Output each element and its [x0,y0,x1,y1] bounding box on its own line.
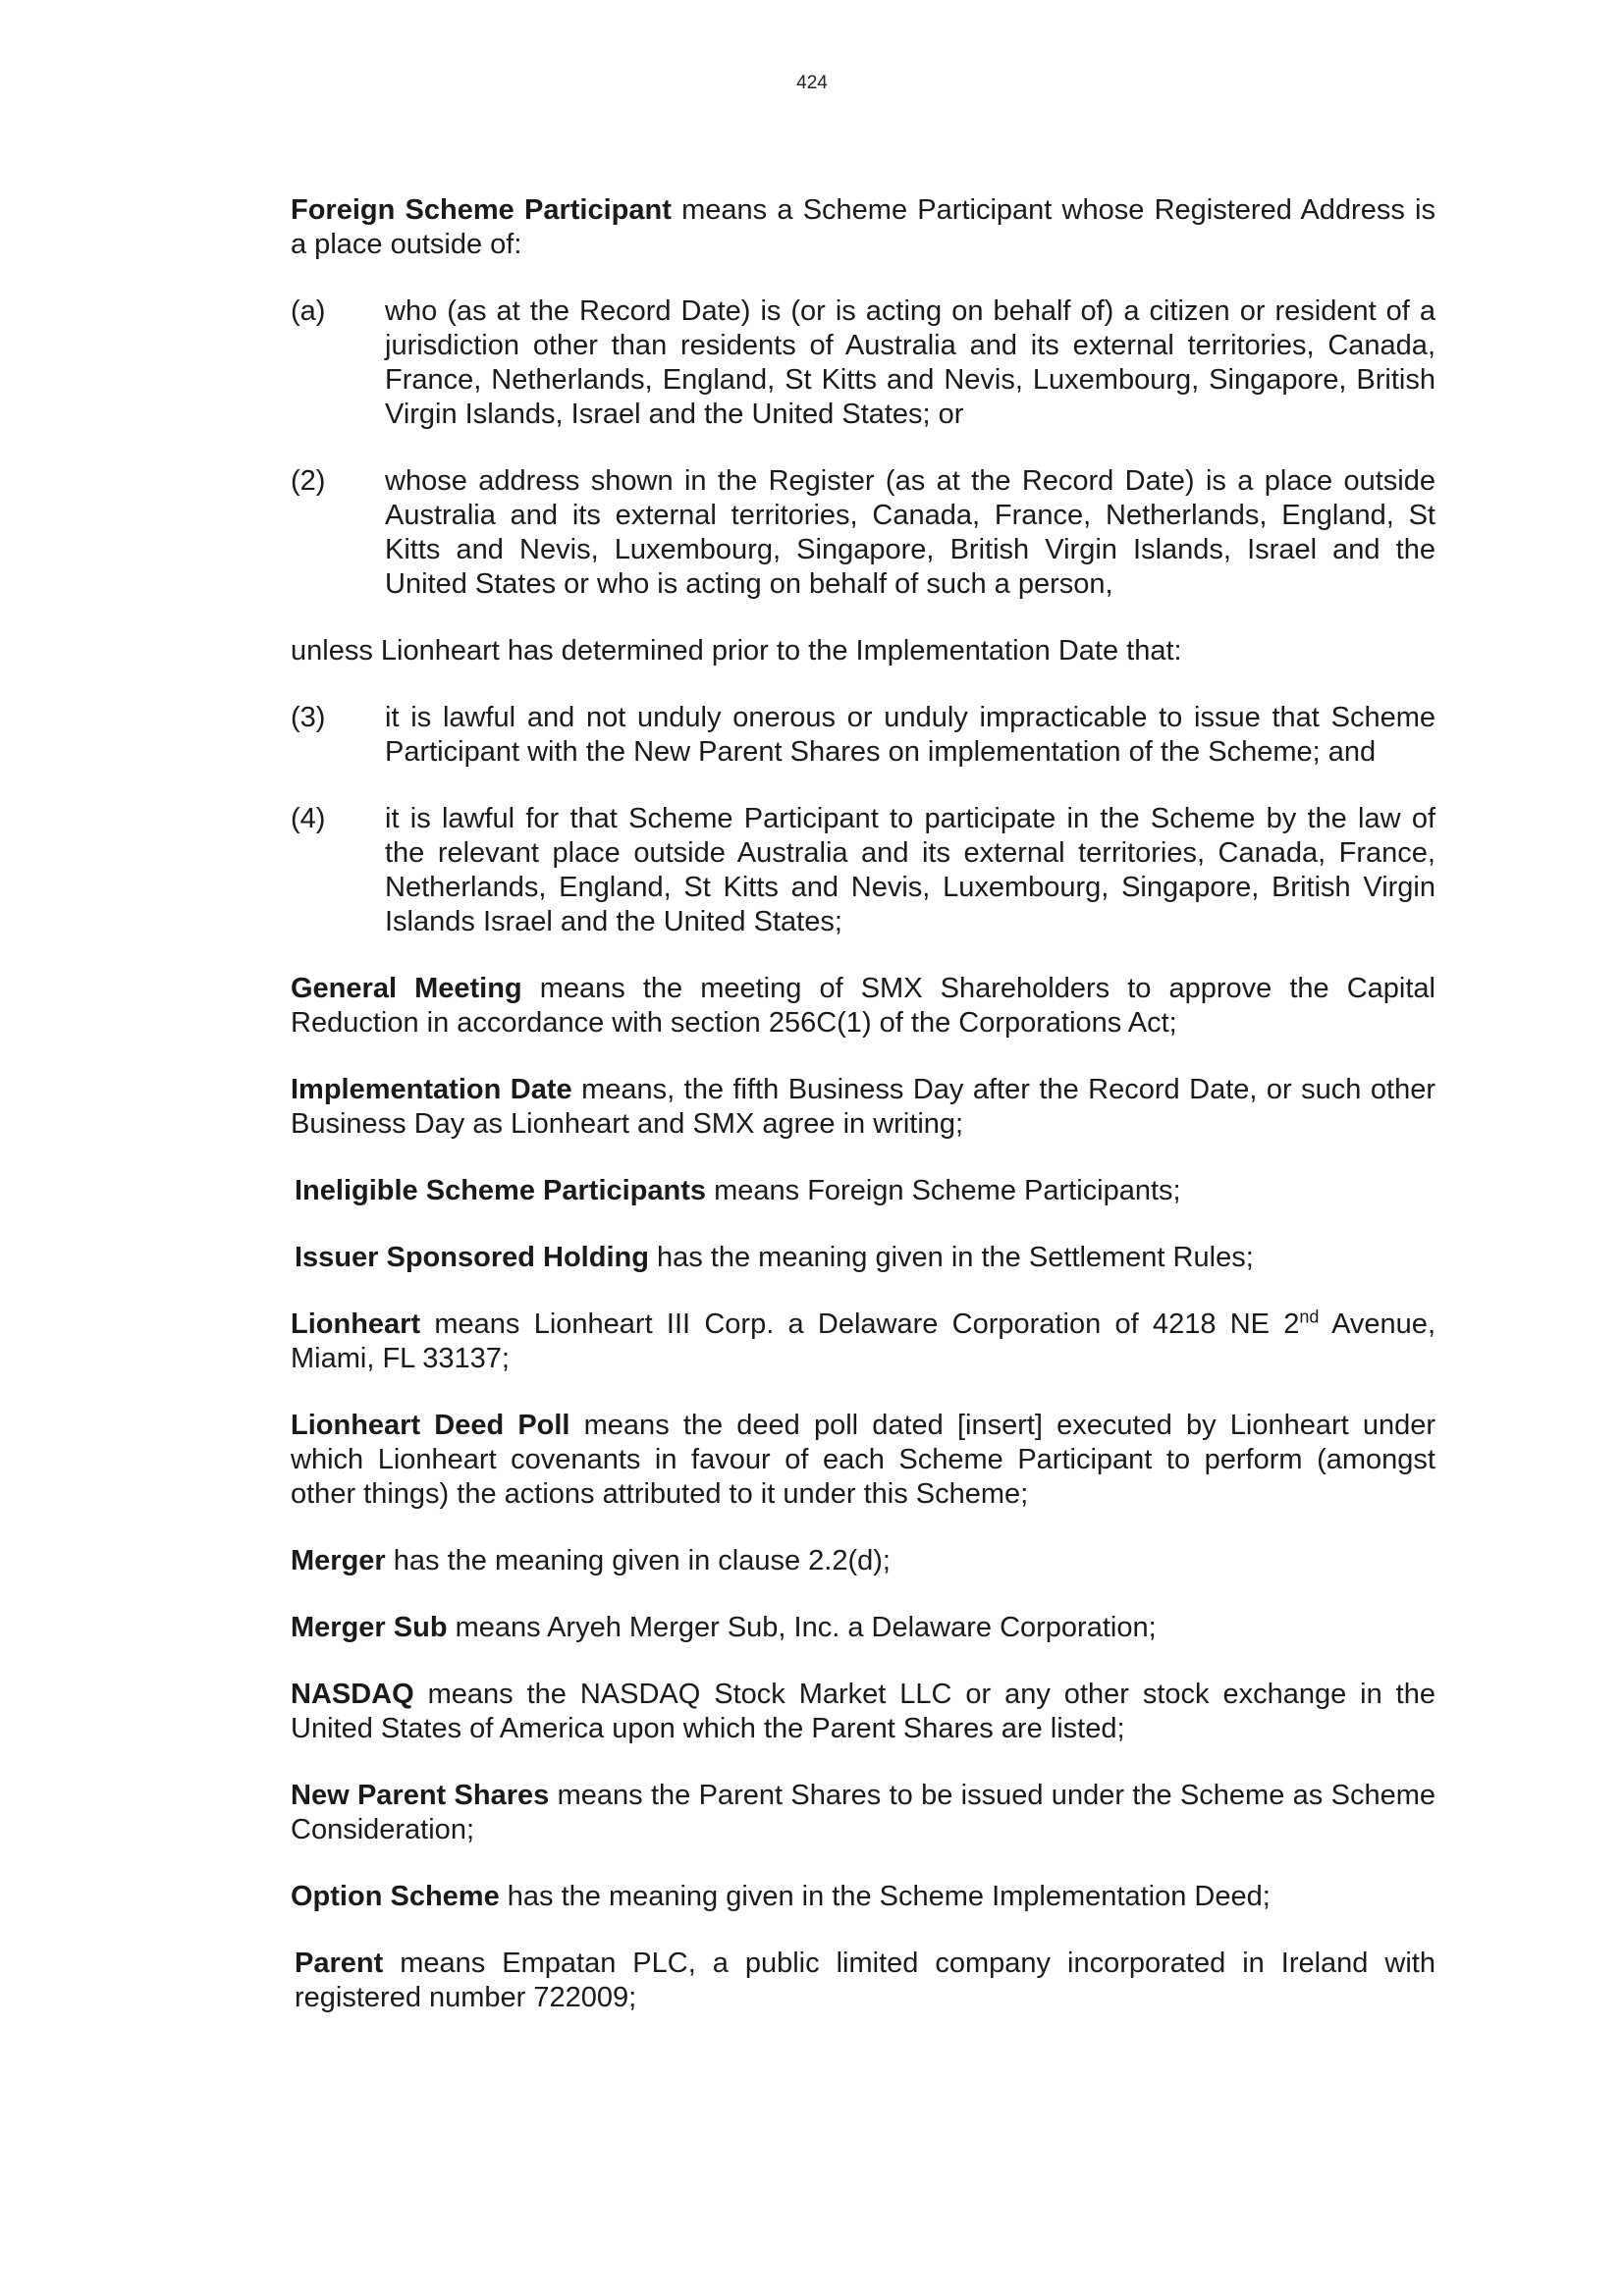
definition-term: General Meeting [291,973,522,1004]
definition-issuer-sponsored-holding [291,1241,1435,1275]
definition-text: means the NASDAQ Stock Market LLC or any other stock exchange in the United States of America upon which the Parent Shares are listed; [291,1679,1435,1744]
definition-text: means Lionheart III Corp. a Delaware Corporation of 4218 NE 2 [420,1308,1300,1340]
list-item-text: it is lawful and not unduly onerous or unduly impracticable to issue that Scheme Participant with the New Parent Shares on implementation of the Scheme; and [385,702,1435,768]
definition-merger [291,1544,1435,1578]
definition-text: means Foreign Scheme Participants; [706,1175,1181,1206]
definition-term: New Parent Shares [291,1780,550,1811]
definition-term: Implementation Date [291,1074,572,1105]
definition-text-continued: Avenue, Miami, FL 33137; [291,1308,1435,1374]
definition-text: has the meaning given in the Scheme Implementation Deed; [499,1881,1271,1912]
definition-nasdaq [291,1678,1435,1746]
definition-merger-sub [291,1611,1435,1645]
definition-text: has the meaning given in clause 2.2(d); [385,1545,891,1576]
list-item [291,464,1435,602]
definition-text: means a Scheme Participant whose Registered Address is a place outside of: [291,194,1436,260]
definition-term: Lionheart Deed Poll [291,1410,570,1441]
definition-text: means, the fifth Business Day after the Record Date, or such other Business Day as Lionheart and SMX agree in writing; [291,1074,1435,1140]
definition-term: Ineligible Scheme Participants [295,1175,707,1206]
list-item [291,294,1435,432]
definition-ineligible-scheme-participants [291,1174,1435,1208]
list-item-text: who (as at the Record Date) is (or is acting on behalf of) a citizen or resident of a jurisdiction other than residents of Australia and its external territories, Canada, France, Netherlands, England, St Kitts and Nevis, Luxembourg, Singapore, British Virgin Islands, Israel and the United States; or [385,295,1435,430]
definition-text: means Empatan PLC, a public limited company incorporated in Ireland with registered number 722009; [295,1948,1435,2013]
page-number: 424 [796,73,828,93]
definition-term: NASDAQ [291,1679,414,1710]
definition-text: means the meeting of SMX Shareholders to approve the Capital Reduction in accordance with section 256C(1) of the Corporations Act; [291,973,1435,1039]
definition-term: Foreign Scheme Participant [291,194,672,226]
definition-term: Merger [291,1545,386,1576]
definition-text: means Aryeh Merger Sub, Inc. a Delaware Corporation; [447,1612,1157,1643]
definition-foreign-scheme-participant [291,193,1435,262]
definition-term: Issuer Sponsored Holding [295,1242,649,1273]
document-body [291,193,1435,2048]
list-item-text: whose address shown in the Register (as at the Record Date) is a place outside Australia and its external territories, Canada, France, Netherlands, England, St Kitts and Nevis, Luxembourg, Singapore, British Virgin Islands, Israel and the United States or who is acting on behalf of such a person, [385,465,1435,600]
definition-text: means the Parent Shares to be issued under the Scheme as Scheme Consideration; [291,1780,1435,1845]
definition-term: Option Scheme [291,1881,500,1912]
list-item-label: (4) [291,803,326,834]
list-item [291,802,1435,939]
ordinal-suffix: nd [1299,1307,1320,1327]
definition-parent [291,1947,1435,2015]
unless-clause: unless Lionheart has determined prior to the Implementation Date that: [291,635,1182,667]
list-item-label: (3) [291,702,326,733]
list-item-label: (a) [291,295,326,327]
definition-term: Lionheart [291,1308,421,1340]
definition-lionheart [291,1308,1435,1376]
definition-option-scheme [291,1880,1435,1914]
definition-implementation-date [291,1073,1435,1142]
definition-term: Parent [295,1948,384,1979]
list-item [291,701,1435,770]
definition-term: Merger Sub [291,1612,448,1643]
definition-text: has the meaning given in the Settlement Rules; [648,1242,1254,1273]
list-item-label: (2) [291,465,326,497]
list-item-text: it is lawful for that Scheme Participant to participate in the Scheme by the law of the relevant place outside Australia and its external territories, Canada, France, Netherlands, England, St Kitts and Nevis, Luxembourg, Singapore, British Virgin Islands Israel and the United States; [385,803,1435,937]
definition-general-meeting [291,972,1435,1041]
definition-text: means the deed poll dated [insert] executed by Lionheart under which Lionheart covenants in favour of each Scheme Participant to perform (amongst other things) the actions attributed to it under this Scheme; [291,1410,1435,1510]
definition-lionheart-deed-poll [291,1409,1435,1512]
definition-new-parent-shares [291,1779,1435,1847]
